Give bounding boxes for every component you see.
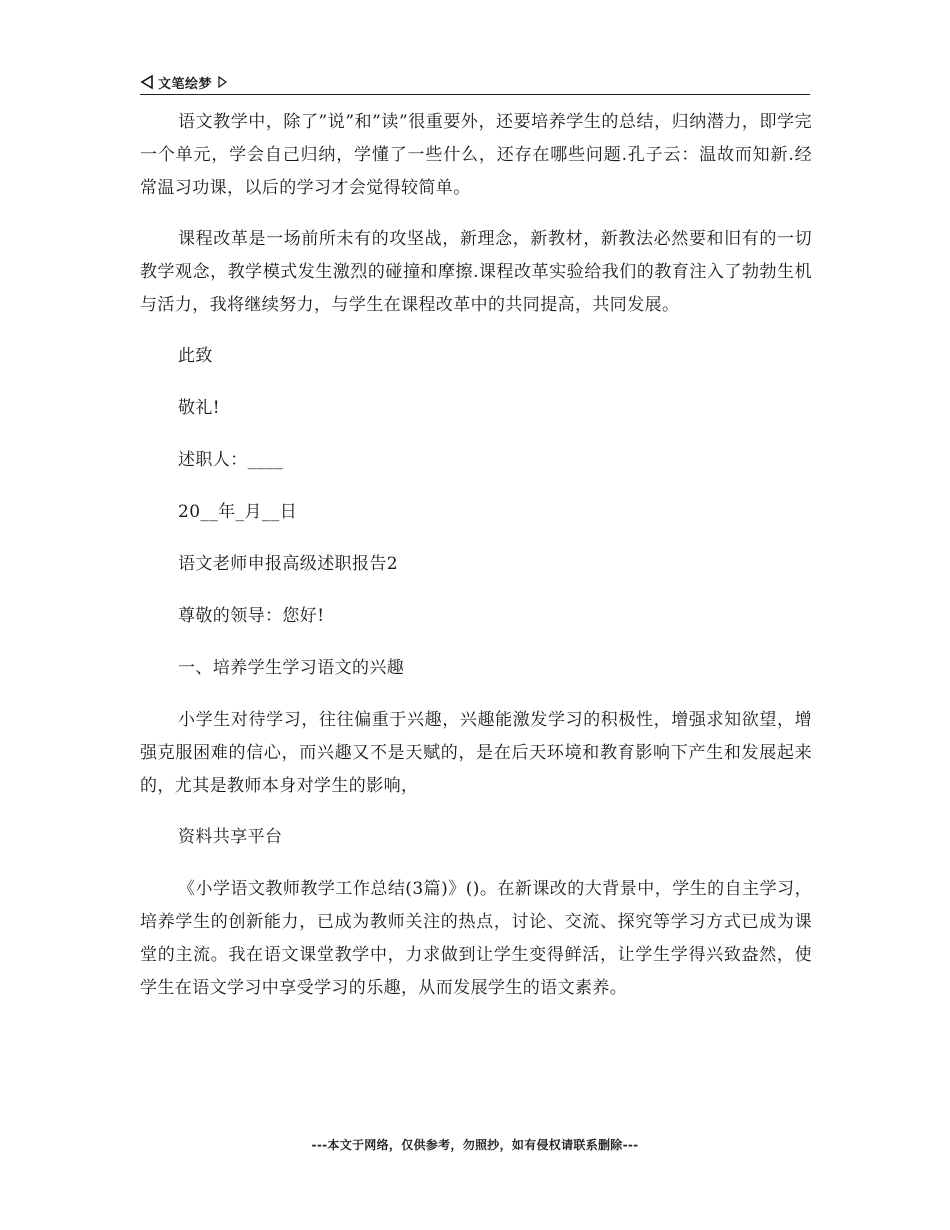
section-heading: 一、培养学生学习语文的兴趣: [178, 658, 405, 678]
date-line: 20__年_月__日: [178, 502, 298, 522]
closing-regards: 敬礼!: [178, 398, 221, 418]
brand-name: 文笔绘梦: [158, 76, 213, 92]
greeting: 尊敬的领导：您好!: [178, 606, 325, 626]
platform-label: 资料共享平台: [178, 827, 283, 847]
paragraph: 语文教学中，除了”说”和”读”很重要外，还要培养学生的总结，归纳潜力，即学完一个单元，学会自己归纳，学懂了一些什么，还存在哪些问题.孔子云：温故而知新.经常温习功课，以后的学习才会觉得较简单。: [140, 112, 812, 198]
signature-line: 述职人：____: [178, 450, 284, 470]
paragraph: 《小学语文教师教学工作总结(3篇)》()。在新课改的大背景中，学生的自主学习，培养学生的创新能力，已成为教师关注的热点，讨论、交流、探究等学习方式已成为课堂的主流。我在语文课堂教学中，力求做到让学生变得鲜活，让学生学得兴致盎然，使学生在语文学习中享受学习的乐趣，从而发展学生的语文素养。: [140, 879, 812, 998]
footer-notice: ---本文于网络，仅供参考，勿照抄，如有侵权请联系删除---: [311, 1138, 639, 1152]
section-title: 语文老师申报高级述职报告2: [178, 554, 399, 574]
closing-salutation: 此致: [178, 346, 213, 366]
triangle-right-icon: [218, 76, 227, 88]
paragraph: 小学生对待学习，往往偏重于兴趣，兴趣能激发学习的积极性，增强求知欲望，增强克服困难的信心，而兴趣又不是天赋的，是在后天环境和教育影响下产生和发展起来的，尤其是教师本身对学生的影响，: [140, 710, 812, 796]
triangle-left-icon: [140, 74, 154, 90]
brand-logo: [140, 73, 227, 91]
page-header: [140, 72, 810, 95]
paragraph: 课程改革是一场前所未有的攻坚战，新理念，新教材，新教法必然要和旧有的一切教学观念，教学模式发生激烈的碰撞和摩擦.课程改革实验给我们的教育注入了勃勃生机与活力，我将继续努力，与学生在课程改革中的共同提高，共同发展。: [140, 229, 812, 315]
document-body: [140, 106, 812, 1023]
